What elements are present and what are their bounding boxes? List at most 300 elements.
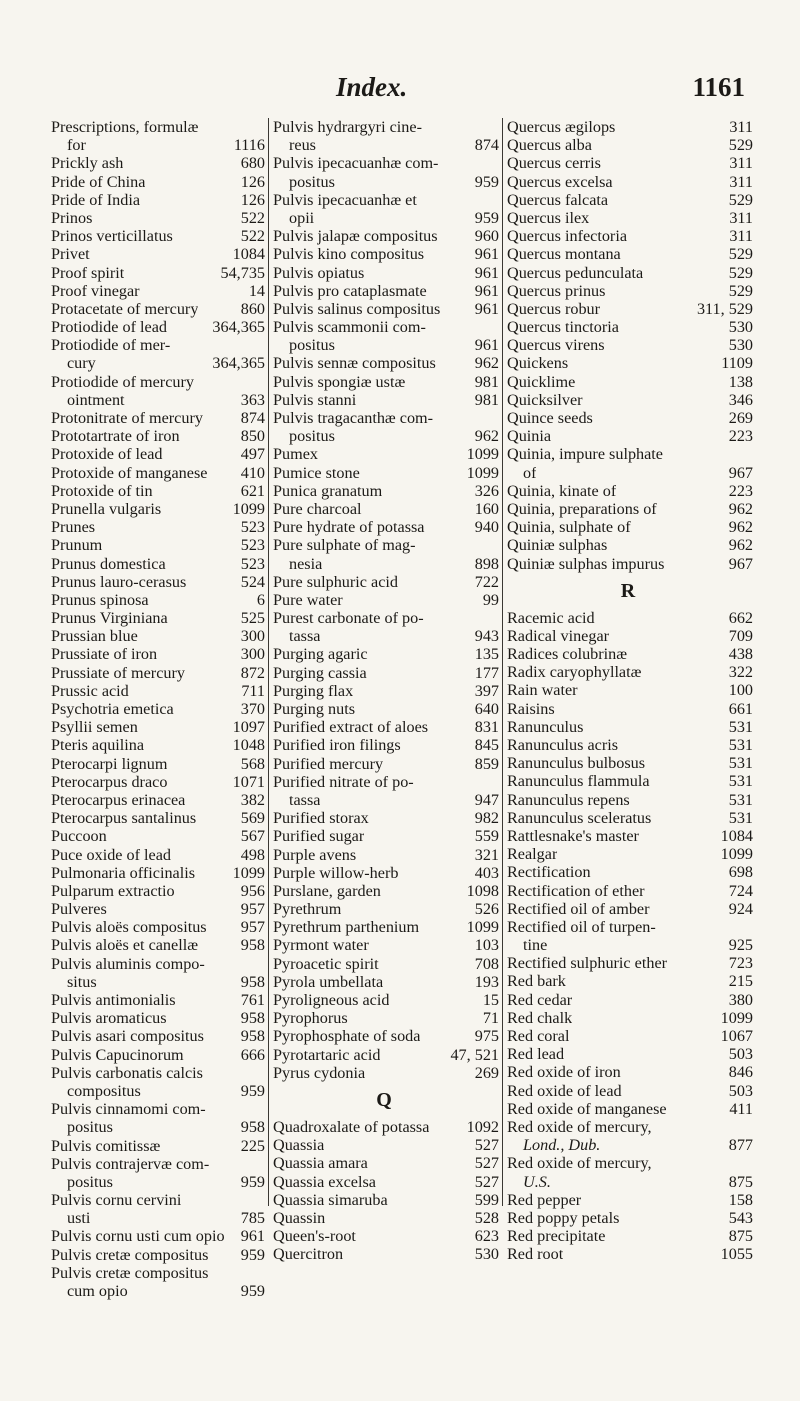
entry-page-ref: 138	[728, 372, 753, 391]
entry-page-ref: 529	[728, 245, 753, 264]
entry-term: Red precipitate	[507, 1227, 606, 1246]
index-entry	[51, 664, 265, 682]
entry-page-ref: 1055	[720, 1245, 753, 1264]
entry-page-ref: 326	[474, 481, 499, 500]
entry-term: Pulvis spongiæ ustæ	[273, 372, 406, 391]
index-entry	[51, 336, 265, 354]
entry-term: Pure water	[273, 590, 343, 609]
entry-term: Ranunculus acris	[507, 736, 619, 754]
entry-page-ref: 1099	[232, 499, 265, 518]
index-entry	[269, 1209, 499, 1227]
entry-term: Prunella vulgaris	[51, 499, 162, 518]
entry-term: Pyrmont water	[273, 936, 369, 955]
index-entry	[269, 991, 499, 1009]
entry-term: compositus	[67, 1081, 141, 1100]
entry-term: Pyrophorus	[273, 1009, 348, 1028]
index-entry	[503, 555, 753, 573]
index-entry	[503, 282, 753, 300]
entry-page-ref: 135	[474, 645, 499, 664]
entry-term: Quickens	[507, 354, 569, 373]
entry-page-ref: 225	[240, 1136, 265, 1155]
entry-page-ref: 54,735	[220, 263, 265, 282]
entry-term: Prunus Virginiana	[51, 609, 168, 628]
entry-term: Red pepper	[507, 1190, 582, 1209]
entry-term: Rectification	[507, 863, 591, 882]
index-entry	[51, 154, 265, 172]
index-entry	[51, 809, 265, 827]
entry-page-ref: 1097	[232, 718, 265, 737]
entry-term: Red bark	[507, 972, 566, 991]
index-entry	[503, 736, 753, 754]
section-letter: Q	[376, 1088, 392, 1111]
entry-term: Quercus ilex	[507, 208, 590, 227]
entry-term: Prussic acid	[51, 681, 129, 700]
index-entry	[269, 664, 499, 682]
index-entry	[503, 1191, 753, 1209]
index-entry	[503, 209, 753, 227]
index-entry	[51, 1191, 265, 1209]
entry-page-ref: 269	[728, 409, 753, 427]
index-entry	[269, 609, 499, 627]
entry-page-ref: 531	[728, 808, 753, 827]
index-entry	[503, 173, 753, 191]
entry-page-ref: 1084	[720, 826, 753, 845]
entry-page-ref: 497	[240, 445, 265, 464]
index-entry	[503, 918, 753, 936]
entry-term: Pulvis aloës compositus	[51, 918, 207, 937]
index-entry	[503, 336, 753, 354]
index-entry	[51, 354, 265, 372]
index-entry	[51, 173, 265, 191]
entry-page-ref: 846	[728, 1063, 753, 1082]
entry-term: Pteris aquilina	[51, 736, 145, 755]
index-entry	[269, 282, 499, 300]
entry-page-ref: 1071	[232, 772, 265, 791]
entry-page-ref: 957	[240, 900, 265, 919]
index-entry	[503, 264, 753, 282]
entry-term: opii	[289, 208, 315, 227]
index-entry	[269, 573, 499, 591]
index-entry	[269, 936, 499, 954]
index-entry	[503, 300, 753, 318]
entry-page-ref: 761	[240, 991, 265, 1009]
entry-term: Pulparum extractio	[51, 881, 175, 900]
index-entry	[51, 791, 265, 809]
index-entry	[503, 1063, 753, 1081]
index-entry	[51, 973, 265, 991]
index-entry	[51, 191, 265, 209]
index-entry	[51, 682, 265, 700]
entry-page-ref: 126	[240, 172, 265, 191]
entry-page-ref: 959	[474, 208, 499, 227]
index-entry	[503, 482, 753, 500]
entry-term: Pulvis sennæ compositus	[273, 354, 436, 373]
index-entry	[269, 864, 499, 882]
index-entry	[503, 1136, 753, 1154]
index-entry	[269, 1046, 499, 1064]
entry-page-ref: 1099	[466, 445, 499, 464]
entry-page-ref: 940	[474, 518, 499, 537]
entry-term: nesia	[289, 554, 323, 573]
entry-term: Protacetate of mercury	[51, 299, 199, 318]
entry-page-ref: 666	[240, 1045, 265, 1064]
index-entry	[51, 1155, 265, 1173]
index-entry	[269, 227, 499, 245]
index-entry	[503, 972, 753, 990]
entry-term: Privet	[51, 245, 90, 264]
index-entry	[503, 827, 753, 845]
entry-term: Quicksilver	[507, 390, 583, 409]
index-entry	[269, 846, 499, 864]
entry-page-ref: 621	[240, 481, 265, 500]
entry-page-ref: 661	[728, 699, 753, 718]
entry-page-ref: 875	[728, 1227, 753, 1246]
entry-term: Quince seeds	[507, 409, 593, 427]
index-entry	[51, 445, 265, 463]
index-entry	[503, 518, 753, 536]
index-entry	[51, 391, 265, 409]
index-entry	[269, 191, 499, 209]
entry-term: Pulvis carbonatis calcis	[51, 1063, 203, 1082]
index-entry	[51, 136, 265, 154]
entry-page-ref: 1099	[232, 863, 265, 882]
index-entry	[503, 1245, 753, 1263]
index-entry	[269, 500, 499, 518]
index-entry	[503, 791, 753, 809]
entry-term: Pure charcoal	[273, 499, 362, 518]
entry-page-ref: 959	[240, 1282, 265, 1300]
entry-term: Pumice stone	[273, 463, 360, 482]
entry-page-ref: 300	[240, 627, 265, 646]
entry-page-ref: 177	[474, 663, 499, 682]
entry-page-ref: 1099	[720, 845, 753, 864]
entry-page-ref: 962	[728, 499, 753, 518]
index-entry	[51, 827, 265, 845]
entry-term: Pyrethrum	[273, 900, 342, 919]
entry-term: Pulvis asari compositus	[51, 1027, 204, 1046]
index-entry	[51, 1209, 265, 1227]
entry-term: Racemic acid	[507, 608, 595, 627]
entry-page-ref: 1109	[721, 354, 753, 373]
index-columns	[0, 118, 800, 1300]
entry-term: Pulvis aluminis compo-	[51, 954, 205, 973]
entry-term: Pulvis comitissæ	[51, 1136, 161, 1155]
entry-page-ref: 1067	[720, 1027, 753, 1045]
index-entry	[51, 991, 265, 1009]
entry-page-ref: 875	[728, 1172, 753, 1191]
entry-term: Pyrethrum parthenium	[273, 918, 420, 937]
index-entry	[269, 1064, 499, 1082]
index-entry	[51, 427, 265, 445]
entry-term: Quercus virens	[507, 336, 605, 355]
entry-term: Radix caryophyllatæ	[507, 663, 642, 682]
index-entry	[51, 591, 265, 609]
entry-page-ref: 623	[474, 1227, 499, 1246]
entry-term: Quinia, kinate of	[507, 481, 617, 500]
index-entry	[269, 173, 499, 191]
index-entry	[503, 354, 753, 372]
index-entry	[51, 282, 265, 300]
entry-term: Proof spirit	[51, 263, 125, 282]
index-entry	[269, 1154, 499, 1172]
entry-page-ref: 311	[729, 154, 753, 173]
index-entry	[503, 954, 753, 972]
index-entry	[269, 1227, 499, 1245]
entry-page-ref: 559	[474, 827, 499, 846]
index-entry	[269, 591, 499, 609]
entry-term: Radices colubrinæ	[507, 645, 628, 664]
entry-term: Quinia	[507, 427, 552, 446]
entry-page-ref: 364,365	[212, 354, 265, 373]
entry-term: Pulmonaria officinalis	[51, 863, 196, 882]
index-entry	[269, 791, 499, 809]
entry-term: Prinos	[51, 208, 93, 227]
entry-term: Pulvis pro cataplasmate	[273, 281, 427, 300]
index-entry	[51, 718, 265, 736]
entry-term: Purified mercury	[273, 754, 384, 773]
index-entry	[269, 1173, 499, 1191]
entry-page-ref: 924	[728, 899, 753, 918]
entry-term: tassa	[289, 790, 321, 809]
index-entry	[503, 1045, 753, 1063]
index-entry	[51, 864, 265, 882]
entry-page-ref: 967	[728, 463, 753, 482]
entry-page-ref: 498	[240, 845, 265, 864]
entry-term: Purslane, garden	[273, 881, 381, 900]
entry-term: Quercus falcata	[507, 190, 609, 209]
index-entry	[269, 882, 499, 900]
entry-term: Quercus ægilops	[507, 118, 616, 136]
entry-page-ref: 529	[728, 136, 753, 155]
entry-page-ref: 724	[728, 881, 753, 900]
entry-page-ref: 158	[728, 1190, 753, 1209]
entry-page-ref: 530	[474, 1245, 499, 1264]
entry-term: Red root	[507, 1245, 564, 1264]
page-number: 1161	[692, 72, 745, 102]
entry-page-ref: 311, 529	[696, 299, 753, 318]
entry-term: of	[523, 463, 537, 482]
entry-page-ref: 531	[728, 717, 753, 736]
entry-page-ref: 311	[729, 172, 753, 191]
entry-page-ref: 311	[729, 208, 753, 227]
index-entry	[269, 373, 499, 391]
index-entry	[503, 1082, 753, 1100]
entry-term: Pulvis cretæ compositus	[51, 1263, 209, 1282]
index-entry	[51, 1246, 265, 1264]
index-entry	[269, 973, 499, 991]
index-column-1	[51, 118, 265, 1300]
index-entry	[51, 700, 265, 718]
entry-term: Pyrola umbellata	[273, 972, 384, 991]
entry-term: Raisins	[507, 699, 555, 718]
entry-term: Red oxide of mercury,	[507, 1117, 652, 1136]
index-entry	[269, 209, 499, 227]
entry-page-ref: 680	[240, 154, 265, 173]
entry-term: Purest carbonate of po-	[273, 609, 424, 628]
entry-term: situs	[67, 972, 97, 991]
entry-page-ref: 527	[474, 1172, 499, 1191]
entry-term: Quicklime	[507, 372, 576, 391]
entry-page-ref: 530	[728, 336, 753, 355]
entry-page-ref: 640	[474, 700, 499, 718]
entry-page-ref: 850	[240, 427, 265, 446]
entry-term: Quassin	[273, 1208, 326, 1227]
entry-term: Red poppy petals	[507, 1208, 620, 1227]
index-entry	[51, 955, 265, 973]
entry-page-ref: 543	[728, 1208, 753, 1227]
index-entry	[51, 609, 265, 627]
index-entry	[503, 1154, 753, 1172]
entry-page-ref: 831	[474, 718, 499, 737]
entry-term: Pulvis stanni	[273, 390, 357, 409]
entry-term: Prussiate of mercury	[51, 663, 185, 682]
entry-page-ref: 1092	[466, 1117, 499, 1136]
entry-term: Red lead	[507, 1045, 565, 1064]
index-entry	[503, 681, 753, 699]
index-entry	[51, 518, 265, 536]
entry-page-ref: 962	[728, 518, 753, 537]
entry-term: Quercus robur	[507, 299, 601, 318]
entry-page-ref: 959	[240, 1245, 265, 1264]
entry-term: Prototartrate of iron	[51, 427, 180, 446]
entry-term: Protoxide of lead	[51, 445, 163, 464]
entry-page-ref: 522	[240, 227, 265, 246]
index-entry	[269, 1027, 499, 1045]
entry-page-ref: 874	[474, 136, 499, 155]
entry-page-ref: 569	[240, 809, 265, 828]
entry-page-ref: 527	[474, 1136, 499, 1155]
entry-page-ref: 215	[728, 972, 753, 991]
entry-term: tassa	[289, 627, 321, 646]
entry-term: for	[67, 136, 86, 155]
entry-page-ref: 874	[240, 409, 265, 427]
index-entry	[51, 1064, 265, 1082]
index-entry	[51, 1264, 265, 1282]
entry-term: Red cedar	[507, 990, 573, 1009]
index-entry	[51, 1009, 265, 1027]
entry-page-ref: 877	[728, 1136, 753, 1155]
index-entry	[269, 700, 499, 718]
entry-term: Red oxide of mercury,	[507, 1154, 652, 1173]
entry-term: Protiodide of mercury	[51, 372, 194, 391]
entry-term: cum opio	[67, 1282, 128, 1300]
entry-page-ref: 943	[474, 627, 499, 646]
index-entry	[269, 136, 499, 154]
entry-page-ref: 311	[729, 227, 753, 246]
index-entry	[51, 500, 265, 518]
entry-page-ref: 1099	[466, 918, 499, 937]
entry-page-ref: 957	[240, 918, 265, 937]
entry-term: Protoxide of tin	[51, 481, 153, 500]
index-entry	[503, 391, 753, 409]
entry-term: Puce oxide of lead	[51, 845, 172, 864]
entry-page-ref: 975	[474, 1027, 499, 1046]
index-entry	[503, 863, 753, 881]
entry-term: Purple avens	[273, 845, 357, 864]
entry-page-ref: 346	[728, 390, 753, 409]
entry-term: ointment	[67, 390, 125, 409]
entry-page-ref: 523	[240, 536, 265, 555]
entry-term: Purple willow-herb	[273, 863, 399, 882]
entry-term: reus	[289, 136, 316, 155]
index-entry	[503, 700, 753, 718]
entry-page-ref: 872	[240, 663, 265, 682]
entry-term: Quercus montana	[507, 245, 621, 264]
entry-term: Rectified oil of amber	[507, 899, 650, 918]
index-entry	[503, 154, 753, 172]
index-entry	[503, 373, 753, 391]
entry-page-ref: 959	[474, 172, 499, 191]
index-entry	[503, 245, 753, 263]
entry-term: Purging flax	[273, 681, 354, 700]
entry-page-ref: 410	[240, 463, 265, 482]
index-entry	[51, 318, 265, 336]
entry-term: Quercus pedunculata	[507, 263, 644, 282]
entry-page-ref: 223	[728, 427, 753, 446]
index-entry	[503, 754, 753, 772]
index-entry	[269, 1118, 499, 1136]
entry-term: Purified storax	[273, 809, 369, 828]
entry-page-ref: 958	[240, 1027, 265, 1046]
entry-term: Ranunculus repens	[507, 790, 630, 809]
entry-page-ref: 526	[474, 900, 499, 919]
entry-page-ref: 1099	[720, 1008, 753, 1027]
index-entry	[51, 464, 265, 482]
entry-term: Quercus excelsa	[507, 172, 613, 191]
entry-page-ref: 15	[482, 991, 499, 1009]
entry-term: Pulvis tragacanthæ com-	[273, 409, 434, 427]
index-entry	[503, 936, 753, 954]
entry-page-ref: 959	[240, 1081, 265, 1100]
index-entry	[503, 772, 753, 790]
index-entry	[51, 409, 265, 427]
index-entry	[503, 845, 753, 863]
index-entry	[269, 336, 499, 354]
entry-term: Pulvis ipecacuanhæ et	[273, 190, 417, 209]
entry-term: Quercitron	[273, 1245, 344, 1264]
entry-term: Prunes	[51, 518, 96, 537]
entry-term: Pulveres	[51, 900, 107, 919]
entry-page-ref: 524	[240, 572, 265, 591]
entry-term: Quercus tinctoria	[507, 318, 619, 337]
entry-term: Red chalk	[507, 1008, 573, 1027]
index-entry	[503, 227, 753, 245]
entry-term: Quercus infectoria	[507, 227, 627, 246]
entry-term: Pulvis cinnamomi com-	[51, 1100, 206, 1119]
entry-term: Pulvis cornu cervini	[51, 1191, 182, 1210]
entry-page-ref: 531	[728, 736, 753, 754]
entry-term: Protoxide of manganese	[51, 463, 208, 482]
index-entry	[269, 809, 499, 827]
index-entry	[503, 882, 753, 900]
index-entry	[51, 245, 265, 263]
entry-term: Red oxide of iron	[507, 1063, 621, 1082]
entry-term: Protiodide of lead	[51, 318, 167, 337]
entry-term: positus	[289, 427, 335, 446]
entry-term: Rectified sulphuric ether	[507, 954, 668, 973]
index-entry	[51, 1100, 265, 1118]
index-entry	[503, 118, 753, 136]
entry-term: Pulvis contrajervæ com-	[51, 1154, 210, 1173]
entry-page-ref: 438	[728, 645, 753, 664]
entry-page-ref: 961	[474, 281, 499, 300]
entry-term: Prunus lauro-cerasus	[51, 572, 187, 591]
index-entry	[503, 609, 753, 627]
index-entry	[51, 1173, 265, 1191]
index-entry	[269, 1245, 499, 1263]
entry-page-ref: 300	[240, 645, 265, 664]
entry-term: positus	[67, 1118, 113, 1137]
